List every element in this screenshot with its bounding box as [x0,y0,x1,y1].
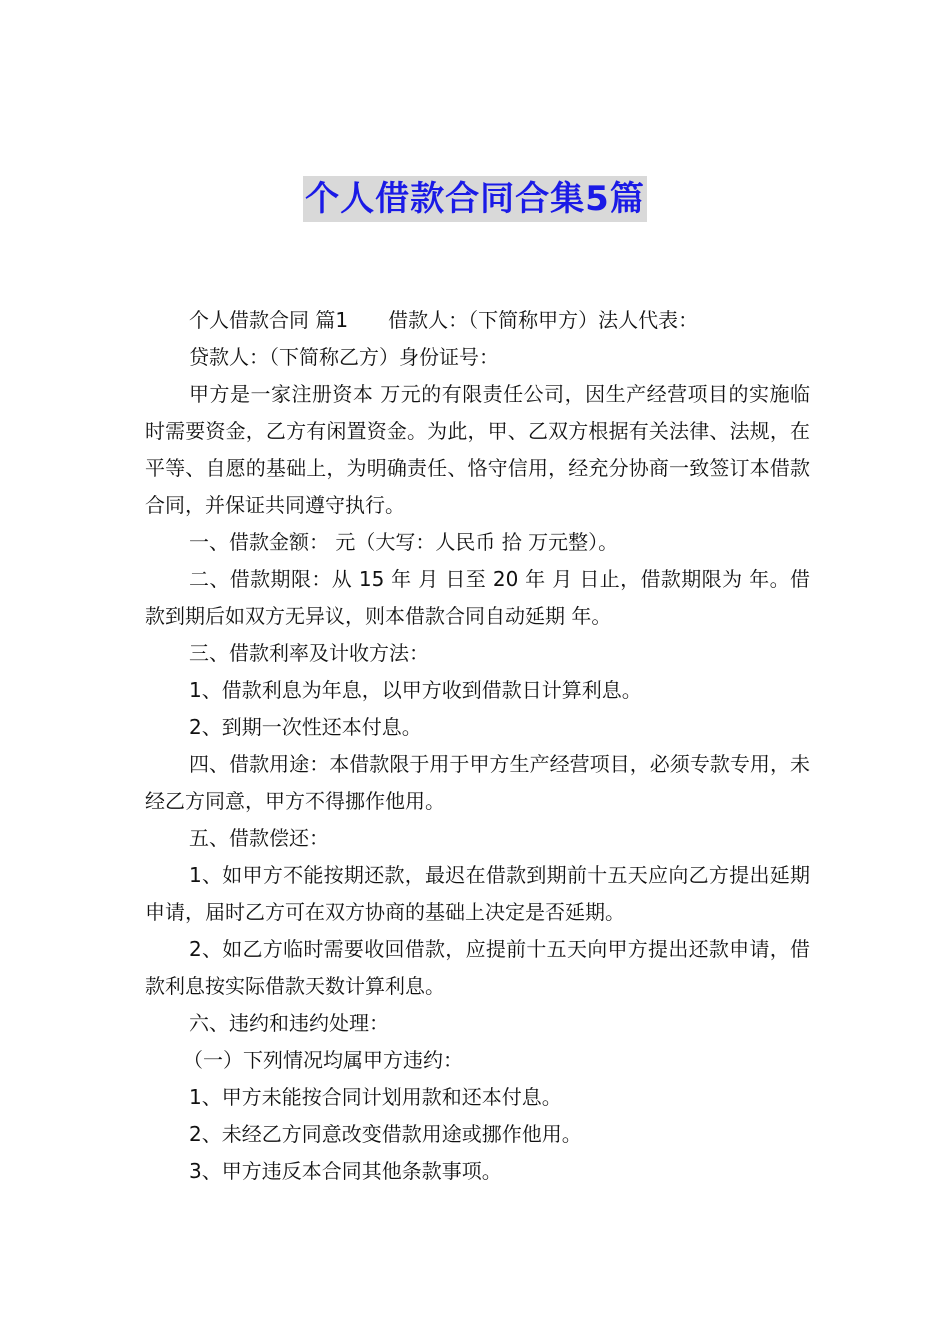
paragraph-interest-2: 2、到期一次性还本付息。 [189,715,422,739]
paragraph-breach-1: 1、甲方未能按合同计划用款和还本付息。 [189,1085,562,1109]
paragraph-amount: 一、借款金额： 元（大写：人民币 拾 万元整）。 [189,530,619,554]
paragraph-breach-subheading: （一）下列情况均属甲方违约： [183,1048,463,1072]
paragraph-lender: 贷款人：（下简称乙方）身份证号： [189,345,499,369]
paragraph-breach-heading: 六、违约和违约处理： [189,1011,389,1035]
paragraph-breach-2: 2、未经乙方同意改变借款用途或挪作他用。 [189,1122,582,1146]
paragraph-preamble: 甲方是一家注册资本 万元的有限责任公司，因生产经营项目的实施临时需要资金，乙方有闲置资金。为此，甲、乙双方根据有关法律、法规，在平等、自愿的基础上，为明确责任、恪守信用，经充分协商一致签订本借款合同，并保证共同遵守执行。 [145,382,810,517]
document-body [145,302,810,1190]
paragraph-interest-heading: 三、借款利率及计收方法： [189,641,429,665]
paragraph-interest-1: 1、借款利息为年息，以甲方收到借款日计算利息。 [189,678,642,702]
title-area [0,176,950,222]
paragraph-repayment-heading: 五、借款偿还： [189,826,329,850]
paragraph-purpose: 四、借款用途：本借款限于用于甲方生产经营项目，必须专款专用，未经乙方同意，甲方不得挪作他用。 [145,752,810,813]
paragraph-breach-3: 3、甲方违反本合同其他条款事项。 [189,1159,502,1183]
paragraph-header: 个人借款合同 篇1 借款人：（下简称甲方）法人代表： [189,308,699,332]
paragraph-term: 二、借款期限：从 15 年 月 日至 20 年 月 日止，借款期限为 年。借款到期后如双方无异议，则本借款合同自动延期 年。 [145,567,810,628]
document-title: 个人借款合同合集5篇 [303,176,647,222]
paragraph-repayment-1: 1、如甲方不能按期还款，最迟在借款到期前十五天应向乙方提出延期申请，届时乙方可在双方协商的基础上决定是否延期。 [145,863,810,924]
paragraph-repayment-2: 2、如乙方临时需要收回借款，应提前十五天向甲方提出还款申请，借款利息按实际借款天数计算利息。 [145,937,810,998]
